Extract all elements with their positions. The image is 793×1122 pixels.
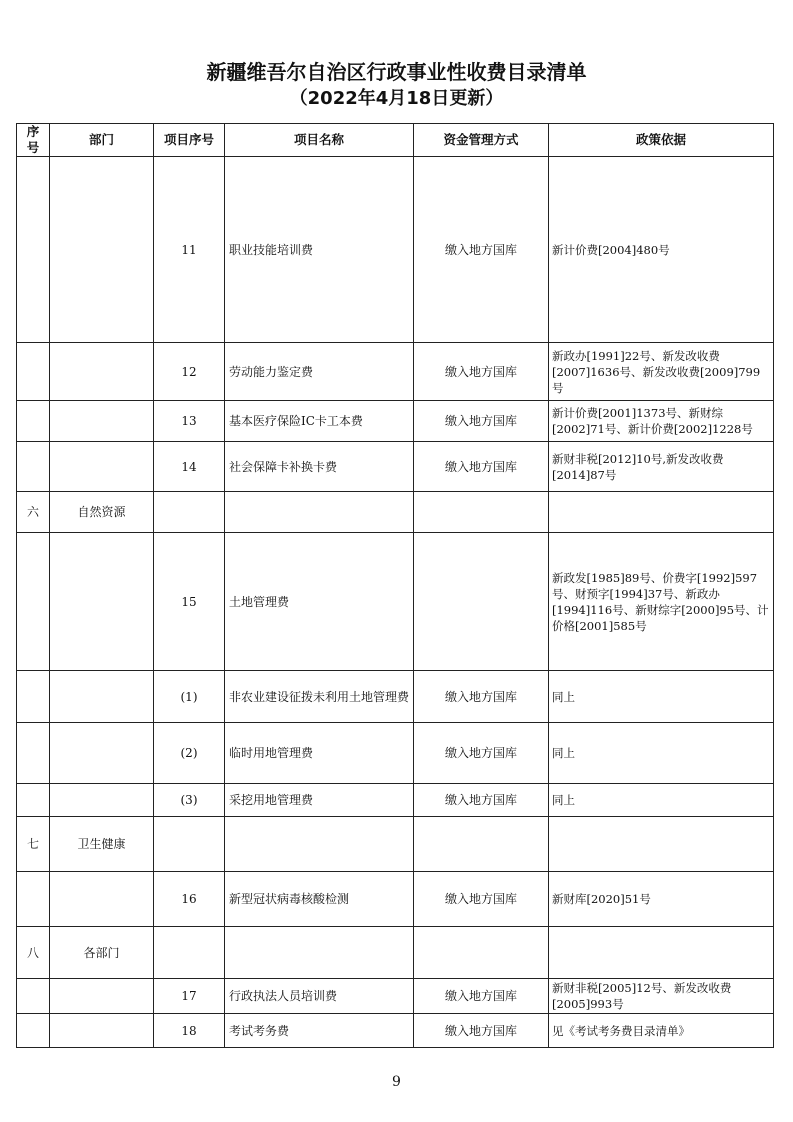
table-row xyxy=(17,671,774,723)
cell-fund: 缴入地方国库 xyxy=(414,1014,549,1048)
section-row xyxy=(17,927,774,979)
cell-basis: 新政办[1991]22号、新发改收费[2007]1636号、新发改收费[2009]799号 xyxy=(549,343,774,401)
cell-fund xyxy=(414,927,549,979)
cell-item-no: 15 xyxy=(154,533,225,671)
cell-dept xyxy=(50,872,154,927)
cell-basis xyxy=(549,492,774,533)
cell-fund: 缴入地方国库 xyxy=(414,401,549,442)
cell-fund: 缴入地方国库 xyxy=(414,784,549,817)
col-header-item-no: 项目序号 xyxy=(154,124,225,157)
fee-catalog-table xyxy=(16,123,774,1048)
col-header-policy-basis: 政策依据 xyxy=(549,124,774,157)
cell-dept: 自然资源 xyxy=(50,492,154,533)
cell-seq xyxy=(17,979,50,1014)
cell-item-name: 考试考务费 xyxy=(225,1014,414,1048)
cell-item-name: 社会保障卡补换卡费 xyxy=(225,442,414,492)
cell-basis: 新财非税[2005]12号、新发改收费[2005]993号 xyxy=(549,979,774,1014)
table-row xyxy=(17,157,774,343)
document-title: 新疆维吾尔自治区行政事业性收费目录清单 xyxy=(206,60,587,84)
cell-fund: 缴入地方国库 xyxy=(414,157,549,343)
cell-dept xyxy=(50,723,154,784)
document-subtitle: （2022年4月18日更新） xyxy=(289,88,504,109)
cell-item-no: (3) xyxy=(154,784,225,817)
cell-dept xyxy=(50,442,154,492)
cell-item-name: 行政执法人员培训费 xyxy=(225,979,414,1014)
table-row xyxy=(17,1014,774,1048)
cell-item-no: 13 xyxy=(154,401,225,442)
cell-seq: 八 xyxy=(17,927,50,979)
cell-item-name: 基本医疗保险IC卡工本费 xyxy=(225,401,414,442)
cell-seq xyxy=(17,442,50,492)
cell-seq xyxy=(17,1014,50,1048)
cell-item-no: 12 xyxy=(154,343,225,401)
section-row xyxy=(17,817,774,872)
cell-dept xyxy=(50,979,154,1014)
cell-item-no: 11 xyxy=(154,157,225,343)
cell-fund: 缴入地方国库 xyxy=(414,671,549,723)
cell-item-name: 土地管理费 xyxy=(225,533,414,671)
cell-seq xyxy=(17,784,50,817)
table-header-row xyxy=(17,124,774,157)
cell-item-name xyxy=(225,492,414,533)
cell-item-name xyxy=(225,927,414,979)
cell-basis: 同上 xyxy=(549,723,774,784)
cell-item-no: 16 xyxy=(154,872,225,927)
table-row xyxy=(17,979,774,1014)
cell-item-no xyxy=(154,492,225,533)
col-header-fund-management: 资金管理方式 xyxy=(414,124,549,157)
cell-dept xyxy=(50,157,154,343)
cell-dept xyxy=(50,401,154,442)
section-row xyxy=(17,492,774,533)
table-row xyxy=(17,401,774,442)
col-header-item-name: 项目名称 xyxy=(225,124,414,157)
table-row xyxy=(17,784,774,817)
cell-fund: 缴入地方国库 xyxy=(414,343,549,401)
cell-seq xyxy=(17,157,50,343)
cell-item-no: 18 xyxy=(154,1014,225,1048)
cell-fund xyxy=(414,817,549,872)
cell-fund: 缴入地方国库 xyxy=(414,872,549,927)
cell-basis: 新政发[1985]89号、价费字[1992]597号、财预字[1994]37号、新政办[1994]116号、新财综字[2000]95号、计价格[2001]585号 xyxy=(549,533,774,671)
cell-dept xyxy=(50,343,154,401)
cell-seq xyxy=(17,872,50,927)
cell-dept xyxy=(50,533,154,671)
cell-basis: 同上 xyxy=(549,671,774,723)
cell-item-no: 14 xyxy=(154,442,225,492)
cell-basis: 新财非税[2012]10号,新发改收费[2014]87号 xyxy=(549,442,774,492)
cell-dept xyxy=(50,1014,154,1048)
cell-seq: 六 xyxy=(17,492,50,533)
cell-basis xyxy=(549,927,774,979)
cell-basis: 新计价费[2001]1373号、新财综[2002]71号、新计价费[2002]1228号 xyxy=(549,401,774,442)
cell-seq: 七 xyxy=(17,817,50,872)
cell-item-no: (1) xyxy=(154,671,225,723)
cell-item-name xyxy=(225,817,414,872)
cell-basis: 同上 xyxy=(549,784,774,817)
cell-fund: 缴入地方国库 xyxy=(414,723,549,784)
cell-item-no: 17 xyxy=(154,979,225,1014)
table-row xyxy=(17,533,774,671)
cell-fund: 缴入地方国库 xyxy=(414,442,549,492)
cell-basis xyxy=(549,817,774,872)
cell-item-name: 采挖用地管理费 xyxy=(225,784,414,817)
cell-seq xyxy=(17,671,50,723)
cell-fund xyxy=(414,492,549,533)
cell-seq xyxy=(17,723,50,784)
cell-item-name: 新型冠状病毒核酸检测 xyxy=(225,872,414,927)
cell-seq xyxy=(17,401,50,442)
cell-dept: 卫生健康 xyxy=(50,817,154,872)
cell-item-name: 非农业建设征拨未利用土地管理费 xyxy=(225,671,414,723)
table-row xyxy=(17,442,774,492)
cell-basis: 新财库[2020]51号 xyxy=(549,872,774,927)
cell-seq xyxy=(17,533,50,671)
cell-basis: 新计价费[2004]480号 xyxy=(549,157,774,343)
cell-item-name: 职业技能培训费 xyxy=(225,157,414,343)
table-row xyxy=(17,343,774,401)
cell-seq xyxy=(17,343,50,401)
cell-item-name: 劳动能力鉴定费 xyxy=(225,343,414,401)
cell-item-no xyxy=(154,817,225,872)
cell-item-no xyxy=(154,927,225,979)
col-header-seq: 序号 xyxy=(17,124,50,157)
cell-dept: 各部门 xyxy=(50,927,154,979)
cell-basis: 见《考试考务费目录清单》 xyxy=(549,1014,774,1048)
table-row xyxy=(17,723,774,784)
cell-item-name: 临时用地管理费 xyxy=(225,723,414,784)
cell-dept xyxy=(50,671,154,723)
table-row xyxy=(17,872,774,927)
page-number: 9 xyxy=(392,1074,401,1090)
col-header-dept: 部门 xyxy=(50,124,154,157)
cell-fund xyxy=(414,533,549,671)
cell-dept xyxy=(50,784,154,817)
cell-item-no: (2) xyxy=(154,723,225,784)
cell-fund: 缴入地方国库 xyxy=(414,979,549,1014)
